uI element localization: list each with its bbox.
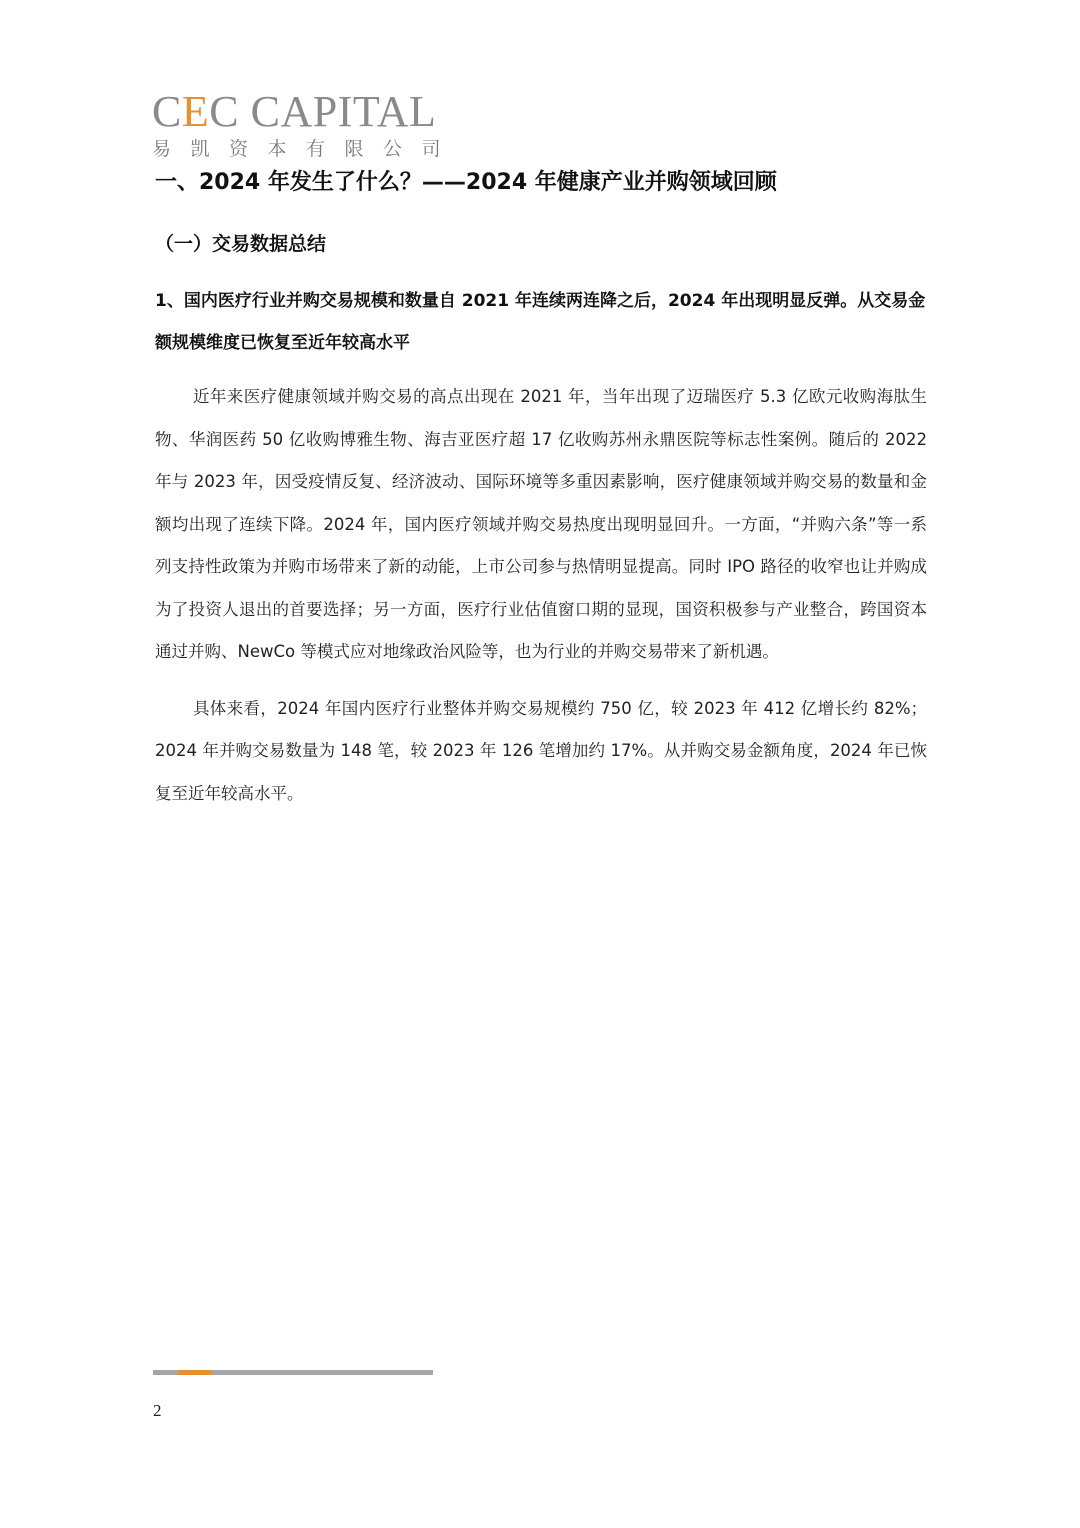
body-paragraph-1: 近年来医疗健康领域并购交易的高点出现在 2021 年，当年出现了迈瑞医疗 5.3 亿欧元收购海肽生物、华润医药 50 亿收购博雅生物、海吉亚医疗超 17 亿收购苏州永鼎医院等标志性案例。随后的 2022 年与 2023 年，因受疫情反复、经济波动、国际环境等多重因素影响，医疗健康领域并购交易的数量和金额均出现了连续下降。2024 年，国内医疗领域并购交易热度出现明显回升。一方面，“并购六条”等一系列支持性政策为并购市场带来了新的动能，上市公司参与热情明显提高。同时 IPO 路径的收窄也让并购成为了投资人退出的首要选择；另一方面，医疗行业估值窗口期的显现，国资积极参与产业整合，跨国资本通过并购、NewCo 等模式应对地缘政治风险等，也为行业的并购交易带来了新机遇。 [155, 387, 927, 661]
point-title: 1、国内医疗行业并购交易规模和数量自 2021 年连续两连降之后，2024 年出现明显反弹。从交易金额规模维度已恢复至近年较高水平 [155, 291, 926, 353]
page-number: 2 [153, 1401, 162, 1420]
cec-capital-logo [152, 87, 461, 160]
body-paragraph-2: 具体来看，2024 年国内医疗行业整体并购交易规模约 750 亿，较 2023 年 412 亿增长约 82%；2024 年并购交易数量为 148 笔，较 2023 年 126 笔增加约 17%。从并购交易金额角度，2024 年已恢复至近年较高水平。 [155, 698, 927, 803]
subsection-title: （一）交易数据总结 [155, 233, 327, 255]
logo-wordmark-part2: C CAPITAL [209, 87, 437, 136]
section-title: 一、2024 年发生了什么？——2024 年健康产业并购领域回顾 [155, 170, 777, 195]
document-body [155, 162, 927, 815]
logo-wordmark-accent: E [181, 87, 210, 136]
logo-wordmark-part1: C [152, 87, 182, 136]
logo-subtitle: 易凯资本有限公司 [152, 138, 461, 160]
logo-wordmark [152, 88, 442, 136]
footer-divider-accent [178, 1370, 212, 1375]
